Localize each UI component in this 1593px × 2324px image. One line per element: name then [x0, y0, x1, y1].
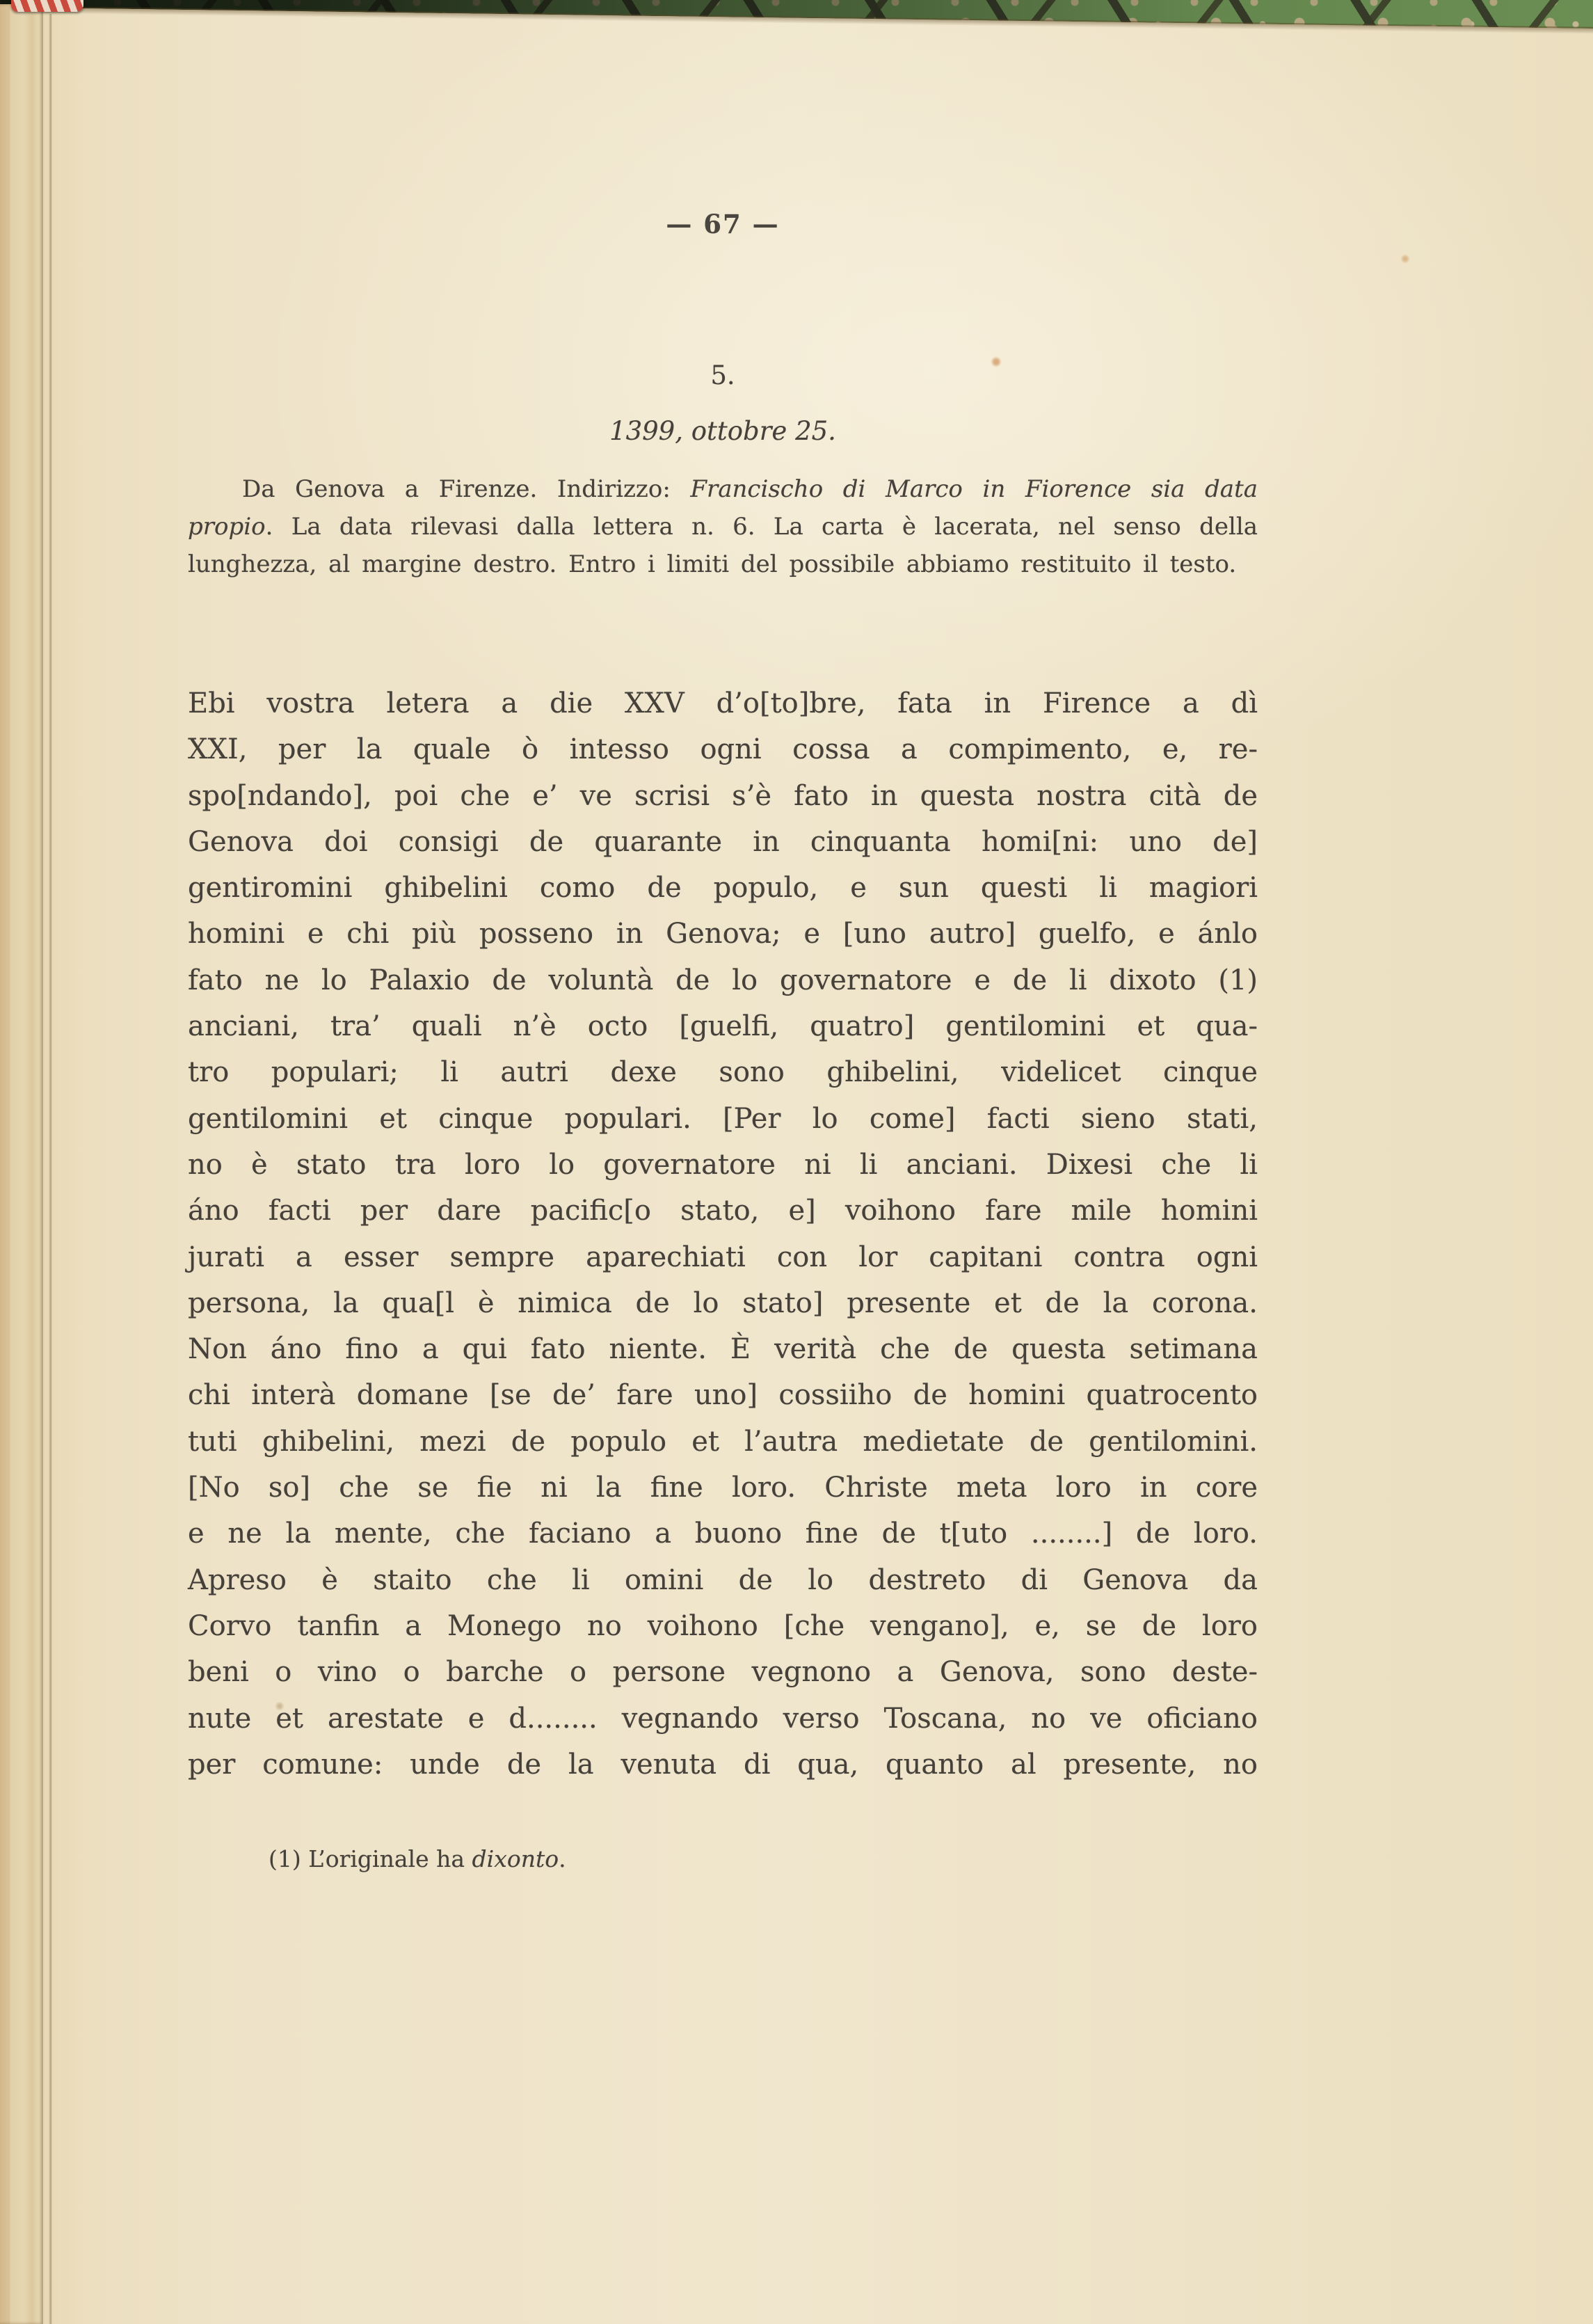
letter-line: Corvo tanfin a Monego no voihono [che vengano], e, se de loro — [188, 1609, 1258, 1642]
letter-line: Genova doi consigi de quarante in cinquanta homi[ni: uno de] — [188, 825, 1258, 858]
letter-line: tuti ghibelini, mezi de populo et l’autra medietate de gentilomini. — [188, 1425, 1258, 1458]
letter-line: Apreso è staito che li omini de lo destreto di Genova da — [188, 1563, 1258, 1596]
letter-line: homini e chi più posseno in Genova; e [uno autro] guelfo, e ánlo — [188, 918, 1258, 950]
endband — [11, 0, 83, 12]
text-column — [188, 0, 1258, 2324]
letter-line: fato ne lo Palaxio de voluntà de lo governatore e de li dixoto (1) — [188, 964, 1258, 996]
footnote-marker: (1) — [269, 1845, 301, 1872]
editorial-note-address: Francischo di Marco in Fiorence sia data propio — [188, 475, 1258, 541]
letter-body — [188, 681, 1258, 1788]
letter-line: Non áno fino a qui fato niente. È verità che de questa setimana — [188, 1333, 1258, 1366]
letter-line: XXI, per la quale ò intesso ogni cossa a compimento, e, re- — [188, 733, 1258, 766]
date-line: 1399, ottobre 25. — [609, 416, 836, 446]
footnote-italic-word: dixonto — [472, 1845, 559, 1872]
letter-line: [No so] che se fie ni la fine loro. Christe meta loro in core — [188, 1472, 1258, 1504]
letter-line: per comune: unde de la venuta di qua, quanto al presente, no — [188, 1748, 1258, 1781]
letter-line: spo[ndando], poi che e’ ve scrisi s’è fato in questa nostra cità de — [188, 779, 1258, 812]
letter-line: gentiromini ghibelini como de populo, e sun questi li magiori — [188, 872, 1258, 905]
letter-line: gentilomini et cinque populari. [Per lo come] facti sieno stati, — [188, 1102, 1258, 1135]
footnote-period: . — [559, 1845, 566, 1872]
letter-line: chi interà domane [se de’ fare uno] cossiiho de homini quatrocento — [188, 1379, 1258, 1412]
letter-line: e ne la mente, che faciano a buono fine de t[uto ........] de loro. — [188, 1518, 1258, 1550]
letter-line: anciani, tra’ quali n’è octo [guelfi, quatro] gentilomini et qua- — [188, 1010, 1258, 1043]
editorial-note-rest: . La data rilevasi dalla lettera n. 6. La carta è lacerata, nel senso della lunghezza, al margine destro. Entro i limiti del possibile abbiamo restituito il testo. — [188, 513, 1258, 578]
gutter-crease — [49, 14, 52, 2324]
page-number: — 67 — — [666, 209, 780, 239]
letter-line: no è stato tra loro lo governatore ni li anciani. Dixesi che li — [188, 1148, 1258, 1181]
footnote-text: L’originale ha — [301, 1845, 472, 1872]
editorial-note-intro: Da Genova a Firenze. Indirizzo: — [242, 475, 691, 503]
letter-line: beni o vino o barche o persone vegnono a Genova, sono deste- — [188, 1656, 1258, 1689]
section-number: 5. — [710, 360, 735, 390]
footnote — [188, 1843, 1258, 1876]
page-edges — [0, 4, 43, 2324]
letter-line: tro populari; li autri dexe sono ghibelini, videlicet cinque — [188, 1056, 1258, 1089]
letter-line: Ebi vostra letera a die XXV d’o[to]bre, fata in Firence a dì — [188, 687, 1258, 719]
letter-line: áno facti per dare pacific[o stato, e] voihono fare mile homini — [188, 1195, 1258, 1227]
letter-line: jurati a esser sempre aparechiati con lor capitani contra ogni — [188, 1241, 1258, 1273]
editorial-note — [188, 470, 1258, 583]
letter-line: nute et arestate e d........ vegnando verso Toscana, no ve oficiano — [188, 1702, 1258, 1735]
letter-line: persona, la qua[l è nimica de lo stato] presente et de la corona. — [188, 1287, 1258, 1319]
